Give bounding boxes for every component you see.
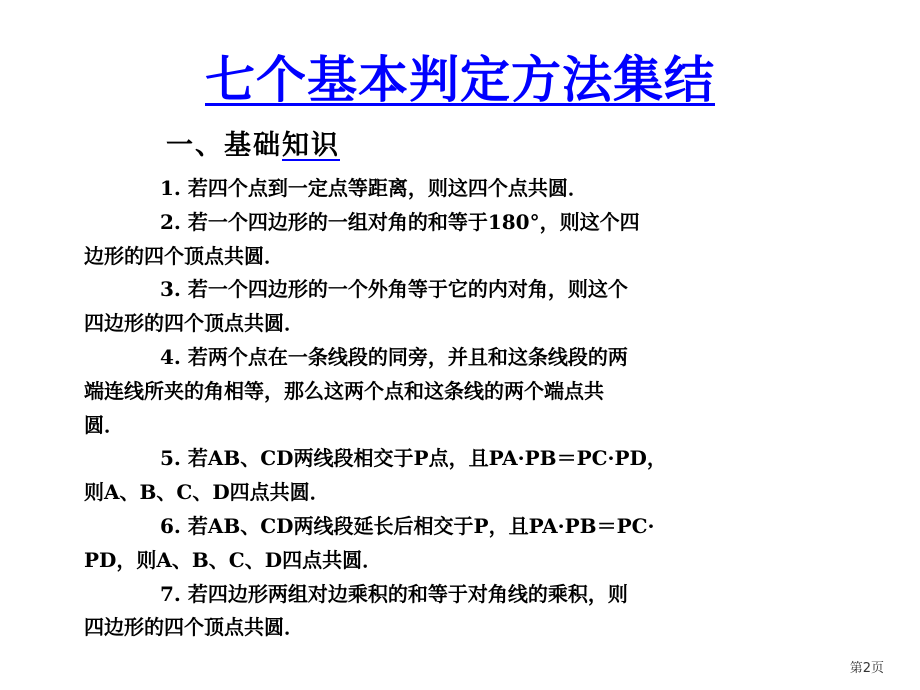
theorem-line: 2. 若一个四边形的一组对角的和等于180°，则这个四	[160, 209, 640, 234]
page-number: 第2页	[849, 661, 884, 676]
theorem-line: 4. 若两个点在一条线段的同旁，并且和这条线段的两	[160, 344, 628, 369]
theorem-line: 7. 若四边形两组对边乘积的和等于对角线的乘积，则	[160, 581, 628, 606]
section-heading-plain: 一、基础	[166, 130, 282, 161]
section-heading	[166, 128, 340, 164]
theorem-line: 四边形的四个顶点共圆．	[84, 311, 304, 336]
theorem-line: 边形的四个顶点共圆．	[84, 243, 284, 268]
theorem-line: 端连线所夹的角相等，那么这两个点和这条线的两个端点共	[84, 378, 604, 403]
theorem-line: 6. 若AB、CD两线段延长后相交于P，且PA·PB＝PC·	[160, 513, 655, 538]
scanned-text-image	[84, 120, 800, 640]
theorem-list	[84, 172, 794, 645]
theorem-line: 四边形的四个顶点共圆．	[84, 615, 304, 640]
theorem-line: 则A、B、C、D四点共圆．	[84, 480, 330, 505]
theorem-line: PD，则A、B、C、D四点共圆．	[84, 547, 383, 572]
theorem-line: 5. 若AB、CD两线段相交于P点，且PA·PB＝PC·PD，	[160, 446, 667, 471]
theorem-line: 3. 若一个四边形的一个外角等于它的内对角，则这个	[160, 277, 628, 302]
theorem-line: 圆．	[84, 412, 124, 437]
theorem-line: 1. 若四个点到一定点等距离，则这四个点共圆．	[160, 176, 588, 200]
slide-title: 七个基本判定方法集结	[205, 51, 715, 109]
section-heading-underlined: 知识	[282, 130, 340, 161]
